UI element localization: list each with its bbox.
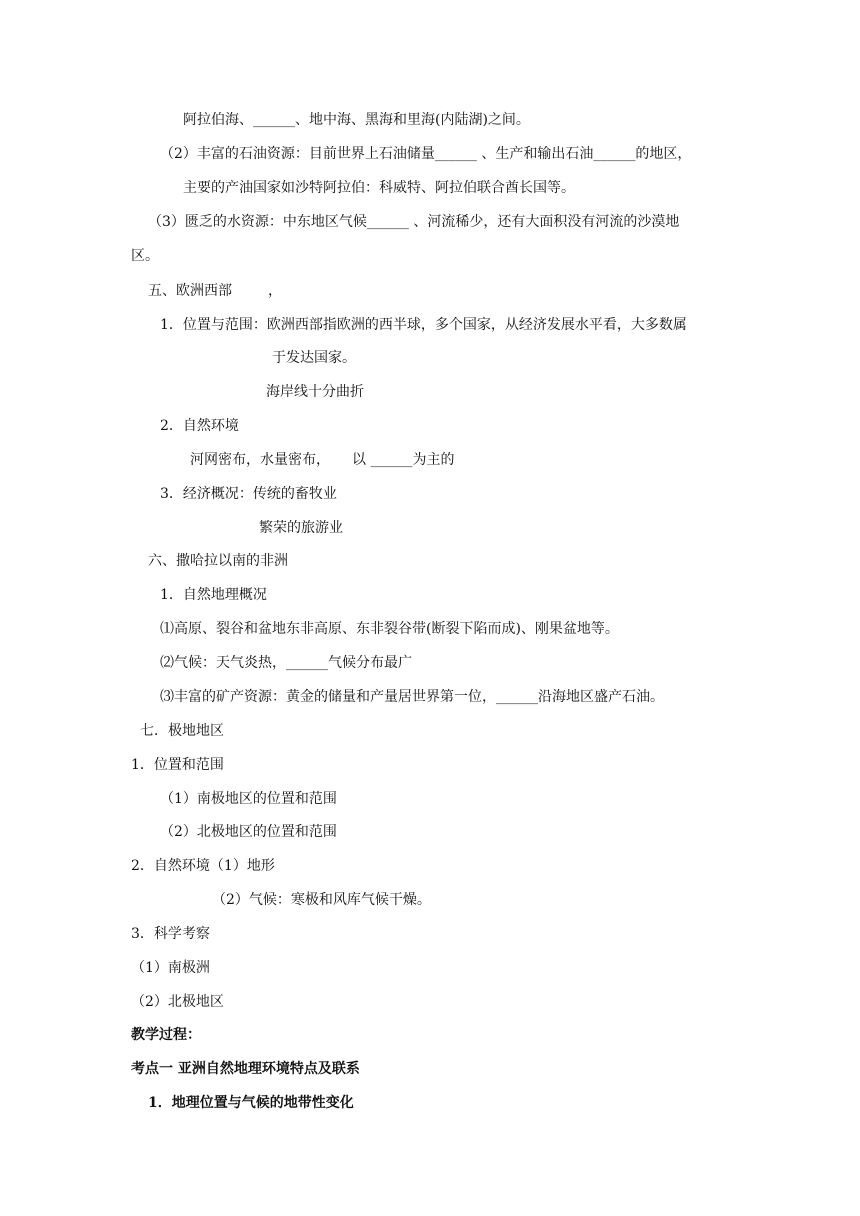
text-line: 1．自然地理概况: [160, 587, 267, 603]
text-line: （1）南极洲: [131, 960, 210, 976]
heading-teaching-process: 教学过程：: [131, 1027, 201, 1043]
heading-subtopic: 1．地理位置与气候的地带性变化: [148, 1095, 354, 1111]
text-line: 3．经济概况：传统的畜牧业: [160, 486, 337, 502]
text-line: 2．自然环境: [160, 418, 239, 434]
text-line: ⑶丰富的矿产资源：黄金的储量和产量居世界第一位，______沿海地区盛产石油。: [160, 689, 664, 705]
text-line: 区。: [131, 248, 159, 264]
text-line: （2）北极地区的位置和范围: [160, 824, 337, 840]
text-line: 海岸线十分曲折: [266, 384, 364, 400]
text-line: （2）北极地区: [131, 994, 224, 1010]
text-line: ⑵气候：天气炎热，______气候分布最广: [160, 655, 412, 671]
heading-topic-one: 考点一 亚洲自然地理环境特点及联系: [131, 1061, 360, 1077]
text-line: 2．自然环境（1）地形: [131, 858, 275, 874]
text-line: 以 ______为主的: [352, 452, 455, 468]
text-line: （2）气候：寒极和风库气候干燥。: [212, 892, 431, 908]
text-line: 1．位置与范围：欧洲西部指欧洲的西半球，多个国家，从经济发展水平看，大多数属: [160, 317, 687, 333]
text-line: （3）匮乏的水资源：中东地区气候______ 、河流稀少，还有大面积没有河流的沙漠地: [148, 214, 680, 230]
text-line: 河网密布，水量密布，: [190, 452, 330, 468]
text-line: （2）丰富的石油资源：目前世界上石油储量______ 、生产和输出石油______的地区，: [160, 146, 692, 162]
text-line: 1．位置和范围: [131, 757, 224, 773]
text-line: 3．科学考察: [131, 926, 210, 942]
text-line: 阿拉伯海、______、地中海、黑海和里海(内陆湖)之间。: [183, 112, 530, 128]
text-line: 繁荣的旅游业: [259, 520, 343, 536]
text-line: ⑴高原、裂谷和盆地东非高原、东非裂谷带(断裂下陷而成)、刚果盆地等。: [160, 621, 619, 637]
section-heading: 七．极地地区: [140, 723, 224, 739]
text-line: ，: [268, 283, 282, 299]
section-heading: 六、撒哈拉以南的非洲: [148, 553, 288, 569]
text-line: 主要的产油国家如沙特阿拉伯：科威特、阿拉伯联合酋长国等。: [183, 180, 575, 196]
section-heading: 五、欧洲西部: [148, 283, 232, 299]
text-line: 于发达国家。: [272, 350, 356, 366]
text-line: （1）南极地区的位置和范围: [160, 791, 337, 807]
